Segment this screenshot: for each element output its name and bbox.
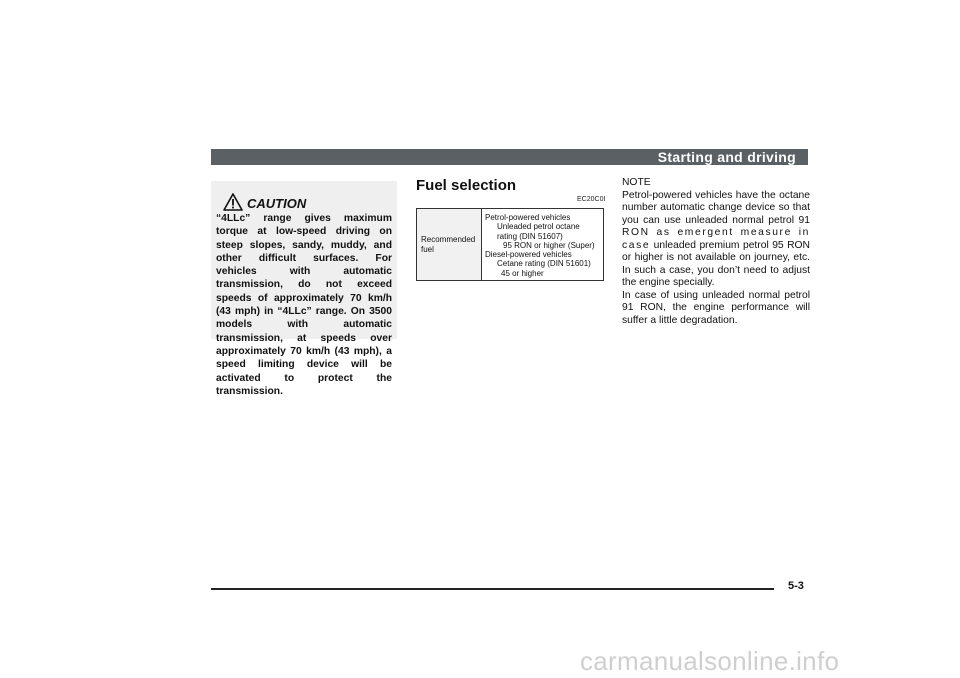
fuel-spec-line: Unleaded petrol octane [497, 222, 580, 232]
warning-triangle-icon [223, 193, 243, 211]
footer-rule [211, 588, 774, 590]
fuel-spec-line: 45 or higher [501, 268, 544, 278]
fuel-selection-title: Fuel selection [416, 177, 517, 194]
page-number: 5-3 [788, 580, 804, 592]
fuel-spec-line: Petrol-powered vehicles [485, 213, 571, 222]
note-text-part: RON as emergent measure in case [622, 227, 810, 251]
note-paragraph-1 [622, 190, 810, 290]
caution-box [211, 181, 397, 397]
section-header-bar [211, 149, 808, 165]
fuel-spec-line: Diesel-powered vehicles [485, 250, 572, 260]
note-text-part: unleaded premium petrol 95 RON or higher is not available on journey, etc. In such a case, you don’t need to adjust the engine specially. [622, 239, 810, 288]
fuel-spec-line: rating (DIN 51607) [497, 231, 563, 241]
fuel-spec-line: Cetane rating (DIN 51601) [497, 259, 591, 269]
note-heading: NOTE [622, 177, 651, 188]
fuel-table [416, 208, 604, 281]
section-header-title: Starting and driving [657, 149, 796, 165]
caution-heading [223, 189, 392, 211]
note-paragraph-2: In case of using unleaded normal petrol 91 RON, the engine performance will suffer a little degradation. [622, 289, 810, 326]
note-text-part: Petrol-powered vehicles have the octane number automatic change device so that you can use unleaded normal petrol 91 [622, 189, 810, 226]
caution-title: CAUTION [247, 196, 307, 211]
caution-text: “4LLc” range gives maximum torque at low-speed driving on steep slopes, sandy, muddy, and other difficult surfaces. For vehicles with automatic transmission, do not exceed speeds of approximately 70 km/h (43 mph) in “4LLc” range. On 3500 models with automatic transmission, at speeds over approximately 70 km/h (43 mph), a speed limiting device will be activated to protect the transmission. [216, 213, 392, 397]
fuel-spec-line: 95 RON or higher (Super) [503, 240, 595, 250]
section-code: EC20C0I [577, 196, 606, 203]
fuel-table-label: Recommended fuel [417, 209, 482, 280]
watermark: carmanualsonline.info [580, 646, 840, 676]
note-column [622, 177, 810, 327]
fuel-table-spec [482, 209, 603, 280]
